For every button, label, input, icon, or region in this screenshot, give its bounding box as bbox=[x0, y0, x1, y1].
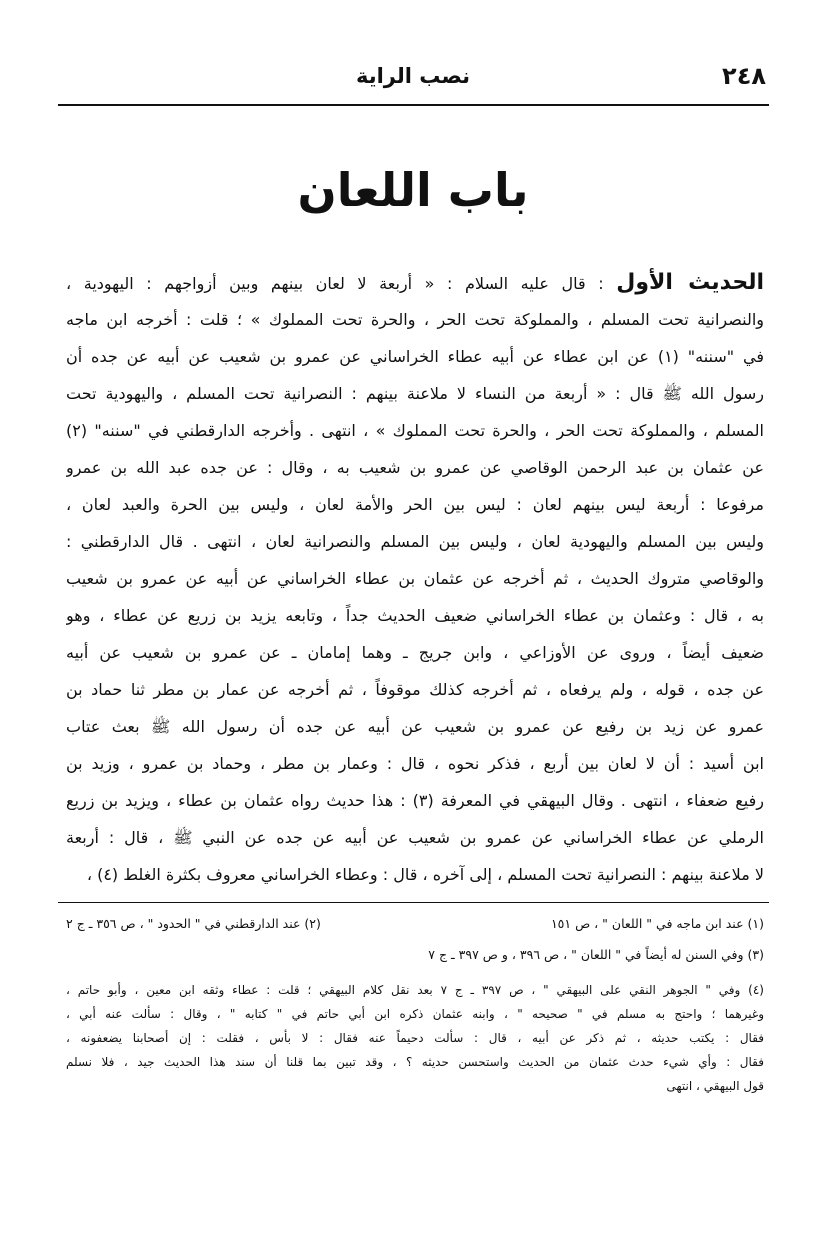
body-line: به ، قال : وعثمان بن عطاء الخراساني ضعيف الحديث جداً ، وتابعه يزيد بن زريع عن عطاء ، وهو bbox=[66, 606, 764, 625]
footnote-line: (٤) وفي " الجوهر النقي على البيهقي " ، ص ٣٩٧ ـ ج ٧ بعد نقل كلام البيهقي ؛ قلت : عطاء وثقه ابن معين ، وأبو حاتم ، bbox=[66, 983, 764, 997]
page-number: ٢٤٨ bbox=[722, 62, 766, 90]
footnote-2: (٢) عند الدارقطني في " الحدود " ، ص ٣٥٦ ـ ج ٢ bbox=[66, 916, 321, 931]
footnote-row bbox=[66, 908, 764, 939]
body-line: ابن أسيد : أن لا لعان بين أربع ، فذكر نحوه ، قال : وعمار بن مطر ، وحماد بن عمرو ، وزيد بن bbox=[66, 754, 764, 773]
footnote-4 bbox=[66, 978, 764, 1098]
footnotes-rule bbox=[58, 902, 769, 903]
header-rule bbox=[58, 104, 769, 106]
body-line-text: : قال عليه السلام : « أربعة لا لعان بينهم وبين أزواجهم : اليهودية ، bbox=[66, 274, 604, 293]
body-line: والنصرانية تحت المسلم ، والمملوكة تحت الحر ، والحرة تحت المملوك » ؛ قلت : أخرجه ابن ماجه bbox=[66, 310, 764, 329]
footnote-1: (١) عند ابن ماجه في " اللعان " ، ص ١٥١ bbox=[550, 916, 764, 931]
body-line: مرفوعا : أربعة ليس بينهم لعان : ليس بين الحر والأمة لعان ، وليس بين الحرة والعبد لعان ، bbox=[66, 495, 764, 514]
footnote-line: فقال : يكتب حديثه ، ثم ذكر عن أبيه ، قال : سألت دحيماً عنه فقال : لا بأس ، فقلت : إن أصحابنا يضعفونه ، bbox=[66, 1031, 764, 1045]
footnote-spacer bbox=[66, 970, 764, 976]
footnote-line: وغيرهما ؛ واحتج به مسلم في " صحيحه " ، وابنه عثمان ذكره ابن أبي حاتم في " كتابه " ، وقال : سألت عنه أبي ، bbox=[66, 1007, 764, 1021]
footnote-line: فقال : وأي شيء حدث عثمان من الحديث واستحسن حديثه ؟ ، وقد تبين بما قلنا أن سند هذا الحديث جيد ، فلا نسلم bbox=[66, 1055, 764, 1069]
body-line: المسلم ، والمملوكة تحت الحر ، والحرة تحت المملوك » ، انتهى . وأخرجه الدارقطني في "سننه" (٢) bbox=[66, 421, 764, 440]
body-line bbox=[66, 264, 764, 301]
body-text bbox=[66, 264, 764, 893]
running-title: نصب الراية bbox=[355, 64, 471, 88]
hadith-heading: الحديث الأول bbox=[616, 270, 764, 295]
body-line: لا ملاعنة بينهم : النصرانية تحت المسلم ، إلى آخره ، قال : وعطاء الخراساني معروف بكثرة الغلط (٤) ، bbox=[86, 865, 764, 884]
body-line: عمرو عن زيد بن رفيع عن عمرو بن شعيب عن أبيه عن جده أن رسول الله ﷺ بعث عتاب bbox=[66, 717, 764, 736]
body-line: والوقاصي متروك الحديث ، ثم أخرجه عن عثمان بن عطاء الخراساني عن أبيه عن عمرو بن شعيب bbox=[66, 569, 764, 588]
body-line: عن عثمان بن عبد الرحمن الوقاصي عن عمرو بن شعيب به ، وقال : عن جده عبد الله بن عمرو bbox=[66, 458, 764, 477]
body-line: الرملي عن عطاء الخراساني عن عمرو بن شعيب عن أبيه عن جده عن النبي ﷺ ، قال : أربعة bbox=[66, 828, 764, 847]
footnote-3: (٣) وفي السنن له أيضاً في " اللعان " ، ص ٣٩٦ ، و ص ٣٩٧ ـ ج ٧ bbox=[428, 947, 764, 962]
footnote-row bbox=[66, 939, 764, 970]
body-line: رفيع ضعفاء ، انتهى . وقال البيهقي في المعرفة (٣) : هذا حديث رواه عثمان بن عطاء ، ويزيد بن زريع bbox=[66, 791, 764, 810]
footnote-line: قول البيهقي ، انتهى bbox=[666, 1079, 764, 1093]
body-line: عن جده ، قوله ، ولم يرفعاه ، ثم أخرجه كذلك موقوفاً ، ثم أخرجه عن عمار بن مطر ثنا حماد بن bbox=[66, 680, 764, 699]
chapter-title: باب اللعان bbox=[297, 163, 529, 217]
body-line: في "سننه" (١) عن ابن عطاء عن أبيه عطاء الخراساني عن عمرو بن شعيب عن أبيه عن جده أن bbox=[66, 347, 764, 366]
body-line: وليس بين المسلم واليهودية لعان ، وليس بين المسلم والنصرانية لعان ، انتهى . قال الدارقطني : bbox=[66, 532, 764, 551]
running-header bbox=[60, 62, 766, 100]
body-line: رسول الله ﷺ قال : « أربعة من النساء لا ملاعنة بينهم : النصرانية تحت المسلم ، واليهودية تحت bbox=[66, 384, 764, 403]
body-line: ضعيف أيضاً ، وروى عن الأوزاعي ، وابن جريج ـ وهما إمامان ـ عن عمرو بن شعيب عن أبيه bbox=[66, 643, 764, 662]
footnotes bbox=[66, 908, 764, 1098]
